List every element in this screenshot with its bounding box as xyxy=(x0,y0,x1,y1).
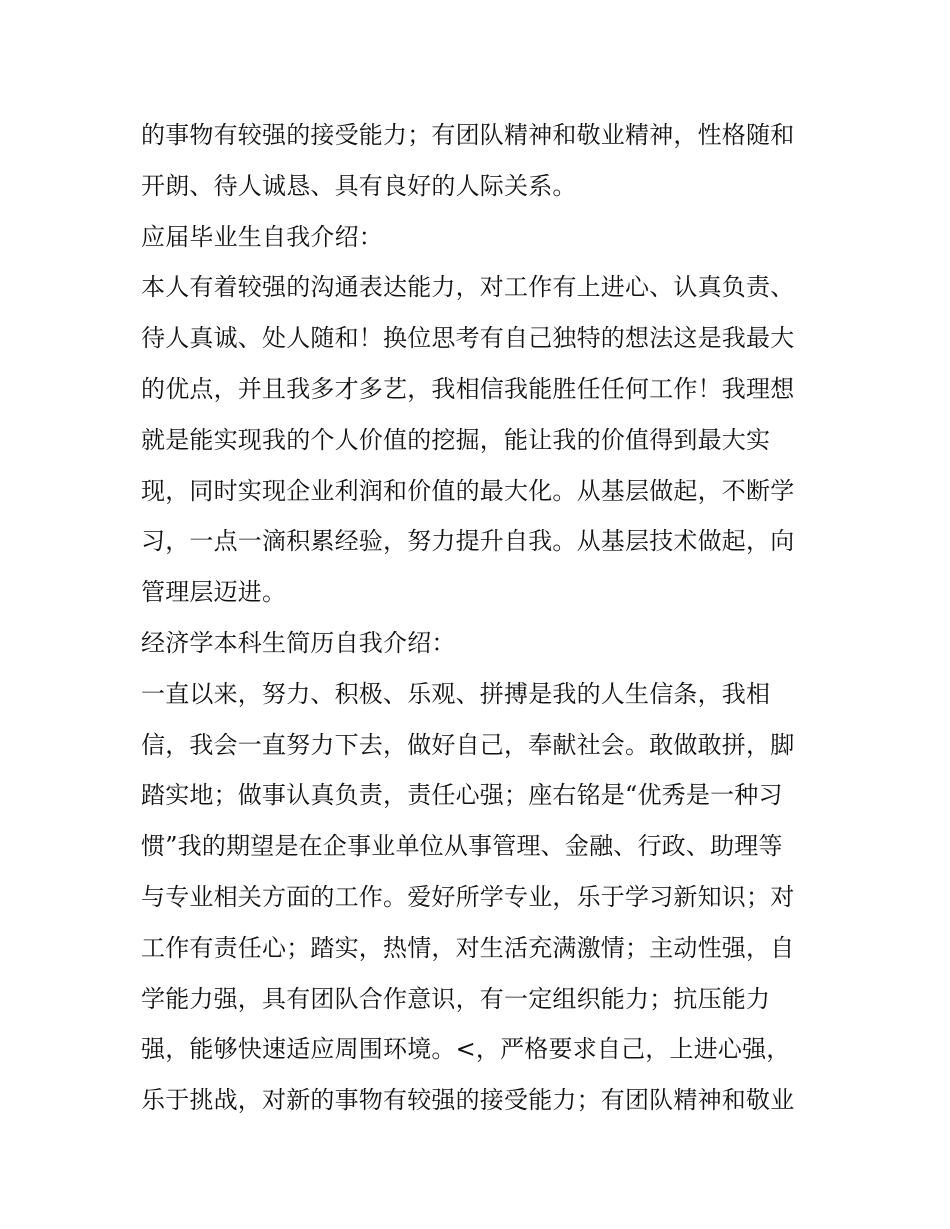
text-line: 乐于挑战，对新的事物有较强的接受能力；有团队精神和敬业 xyxy=(141,1086,795,1115)
text-line: 管理层迈进。 xyxy=(141,578,287,607)
document-body xyxy=(141,110,821,1126)
text-line: 惯”我的期望是在企事业单位从事管理、金融、行政、助理等 xyxy=(141,832,783,861)
text-line: 与专业相关方面的工作。爱好所学专业，乐于学习新知识；对 xyxy=(141,882,795,911)
text-line: 习，一点一滴积累经验，努力提升自我。从基层技术做起，向 xyxy=(141,527,795,556)
text-line: 开朗、待人诚恳、具有良好的人际关系。 xyxy=(141,171,577,200)
text-line: 就是能实现我的个人价值的挖掘，能让我的价值得到最大实 xyxy=(141,425,771,454)
text-line: 现，同时实现企业利润和价值的最大化。从基层做起，不断学 xyxy=(141,476,795,505)
text-line: 踏实地；做事认真负责，责任心强；座右铭是“优秀是一种习 xyxy=(141,781,783,810)
section-heading: 应届毕业生自我介绍： xyxy=(141,222,383,251)
section-heading: 经济学本科生简历自我介绍： xyxy=(141,628,456,657)
text-line: 学能力强，具有团队合作意识，有一定组织能力；抗压能力 xyxy=(141,984,771,1013)
text-line: 工作有责任心；踏实，热情，对生活充满激情；主动性强，自 xyxy=(141,933,795,962)
text-line: 待人真诚、处人随和！换位思考有自己独特的想法这是我最大 xyxy=(141,324,795,353)
text-line: 强，能够快速适应周围环境。<，严格要求自己，上进心强， xyxy=(141,1035,791,1064)
text-line: 的优点，并且我多才多艺，我相信我能胜任任何工作！我理想 xyxy=(141,374,795,403)
text-line: 本人有着较强的沟通表达能力，对工作有上进心、认真负责、 xyxy=(141,273,795,302)
text-line: 信，我会一直努力下去，做好自己，奉献社会。敢做敢拼，脚 xyxy=(141,730,795,759)
text-line: 的事物有较强的接受能力；有团队精神和敬业精神，性格随和 xyxy=(141,121,795,149)
text-line: 一直以来，努力、积极、乐观、拼搏是我的人生信条，我相 xyxy=(141,679,771,708)
